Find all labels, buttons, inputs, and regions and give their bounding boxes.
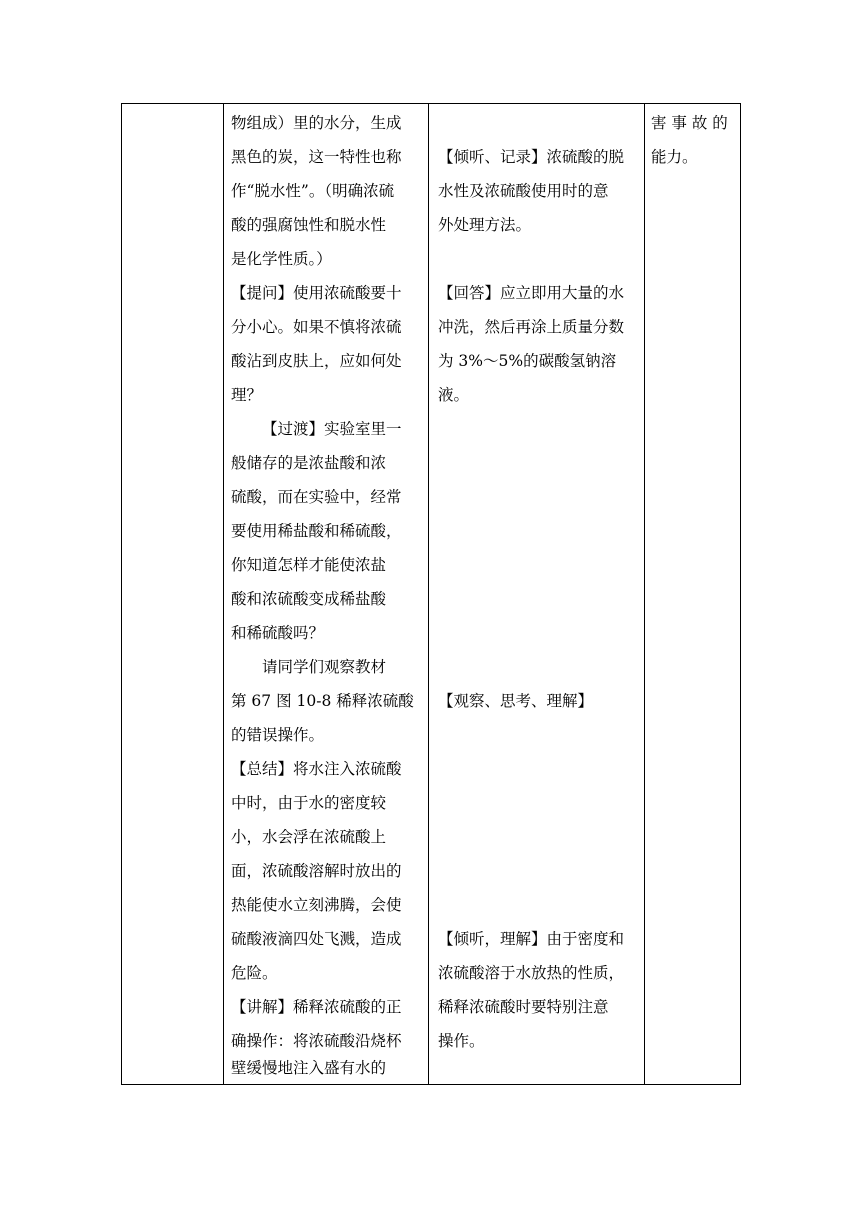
text-line: 理？ <box>231 386 263 404</box>
text-line: 【倾听，理解】由于密度和 <box>438 930 625 948</box>
text-line: 害 事 故 的 <box>651 114 728 132</box>
text-line: 请同学们观察教材 <box>262 658 387 676</box>
text-line: 外处理方法。 <box>438 216 532 234</box>
text-line: 第 67 图 10-8 稀释浓硫酸 <box>231 692 414 710</box>
text-line: 酸的强腐蚀性和脱水性 <box>231 216 387 234</box>
design-intent-cell <box>645 104 741 1085</box>
text-line: 液。 <box>438 386 470 404</box>
text-line: 【回答】应立即用大量的水 <box>438 284 625 302</box>
text-line: 能力。 <box>651 148 698 166</box>
text-line: 【倾听、记录】浓硫酸的脱 <box>438 148 625 166</box>
text-line: 硫酸液滴四处飞溅，造成 <box>231 930 402 948</box>
text-line: 物组成）里的水分，生成 <box>231 114 402 132</box>
text-line: 【讲解】稀释浓硫酸的正 <box>231 998 402 1016</box>
table-row <box>122 104 741 1085</box>
text-line: 要使用稀盐酸和稀硫酸， <box>231 522 402 540</box>
text-line: 分小心。如果不慎将浓硫 <box>231 318 402 336</box>
text-line: 【过渡】实验室里一 <box>262 420 402 438</box>
text-line: 作“脱水性”。（明确浓硫 <box>231 182 395 200</box>
text-line: 般储存的是浓盐酸和浓 <box>231 454 387 472</box>
text-line: 【提问】使用浓硫酸要十 <box>231 284 402 302</box>
text-line: 【总结】将水注入浓硫酸 <box>231 760 402 778</box>
text-line: 危险。 <box>231 964 278 982</box>
text-line: 和稀硫酸吗？ <box>231 624 325 642</box>
text-line: 小，水会浮在浓硫酸上 <box>231 828 387 846</box>
text-line: 确操作：将浓硫酸沿烧杯 <box>231 1032 402 1050</box>
text-line: 操作。 <box>438 1032 485 1050</box>
lesson-plan-table <box>121 103 741 1085</box>
text-line: 你知道怎样才能使浓盐 <box>231 556 387 574</box>
teacher-activity-cell <box>224 104 429 1085</box>
text-line: 热能使水立刻沸腾，会使 <box>231 896 402 914</box>
empty-left-cell <box>122 104 224 1085</box>
text-line: 面，浓硫酸溶解时放出的 <box>231 862 402 880</box>
student-activity-cell <box>429 104 645 1085</box>
text-line: 酸沾到皮肤上，应如何处 <box>231 352 402 370</box>
text-line: 稀释浓硫酸时要特别注意 <box>438 998 609 1016</box>
text-line: 硫酸，而在实验中，经常 <box>231 488 402 506</box>
text-line: 水性及浓硫酸使用时的意 <box>438 182 609 200</box>
text-line: 中时，由于水的密度较 <box>231 794 387 812</box>
text-line: 壁缓慢地注入盛有水的 <box>231 1059 387 1077</box>
text-line: 【观察、思考、理解】 <box>438 692 594 710</box>
text-line: 是化学性质。） <box>231 250 332 268</box>
text-line: 冲洗，然后再涂上质量分数 <box>438 318 625 336</box>
text-line: 酸和浓硫酸变成稀盐酸 <box>231 590 387 608</box>
text-line: 的错误操作。 <box>231 726 325 744</box>
text-line: 为 3%～5%的碳酸氢钠溶 <box>438 352 617 370</box>
text-line: 黑色的炭，这一特性也称 <box>231 148 402 166</box>
text-line: 浓硫酸溶于水放热的性质， <box>438 964 625 982</box>
